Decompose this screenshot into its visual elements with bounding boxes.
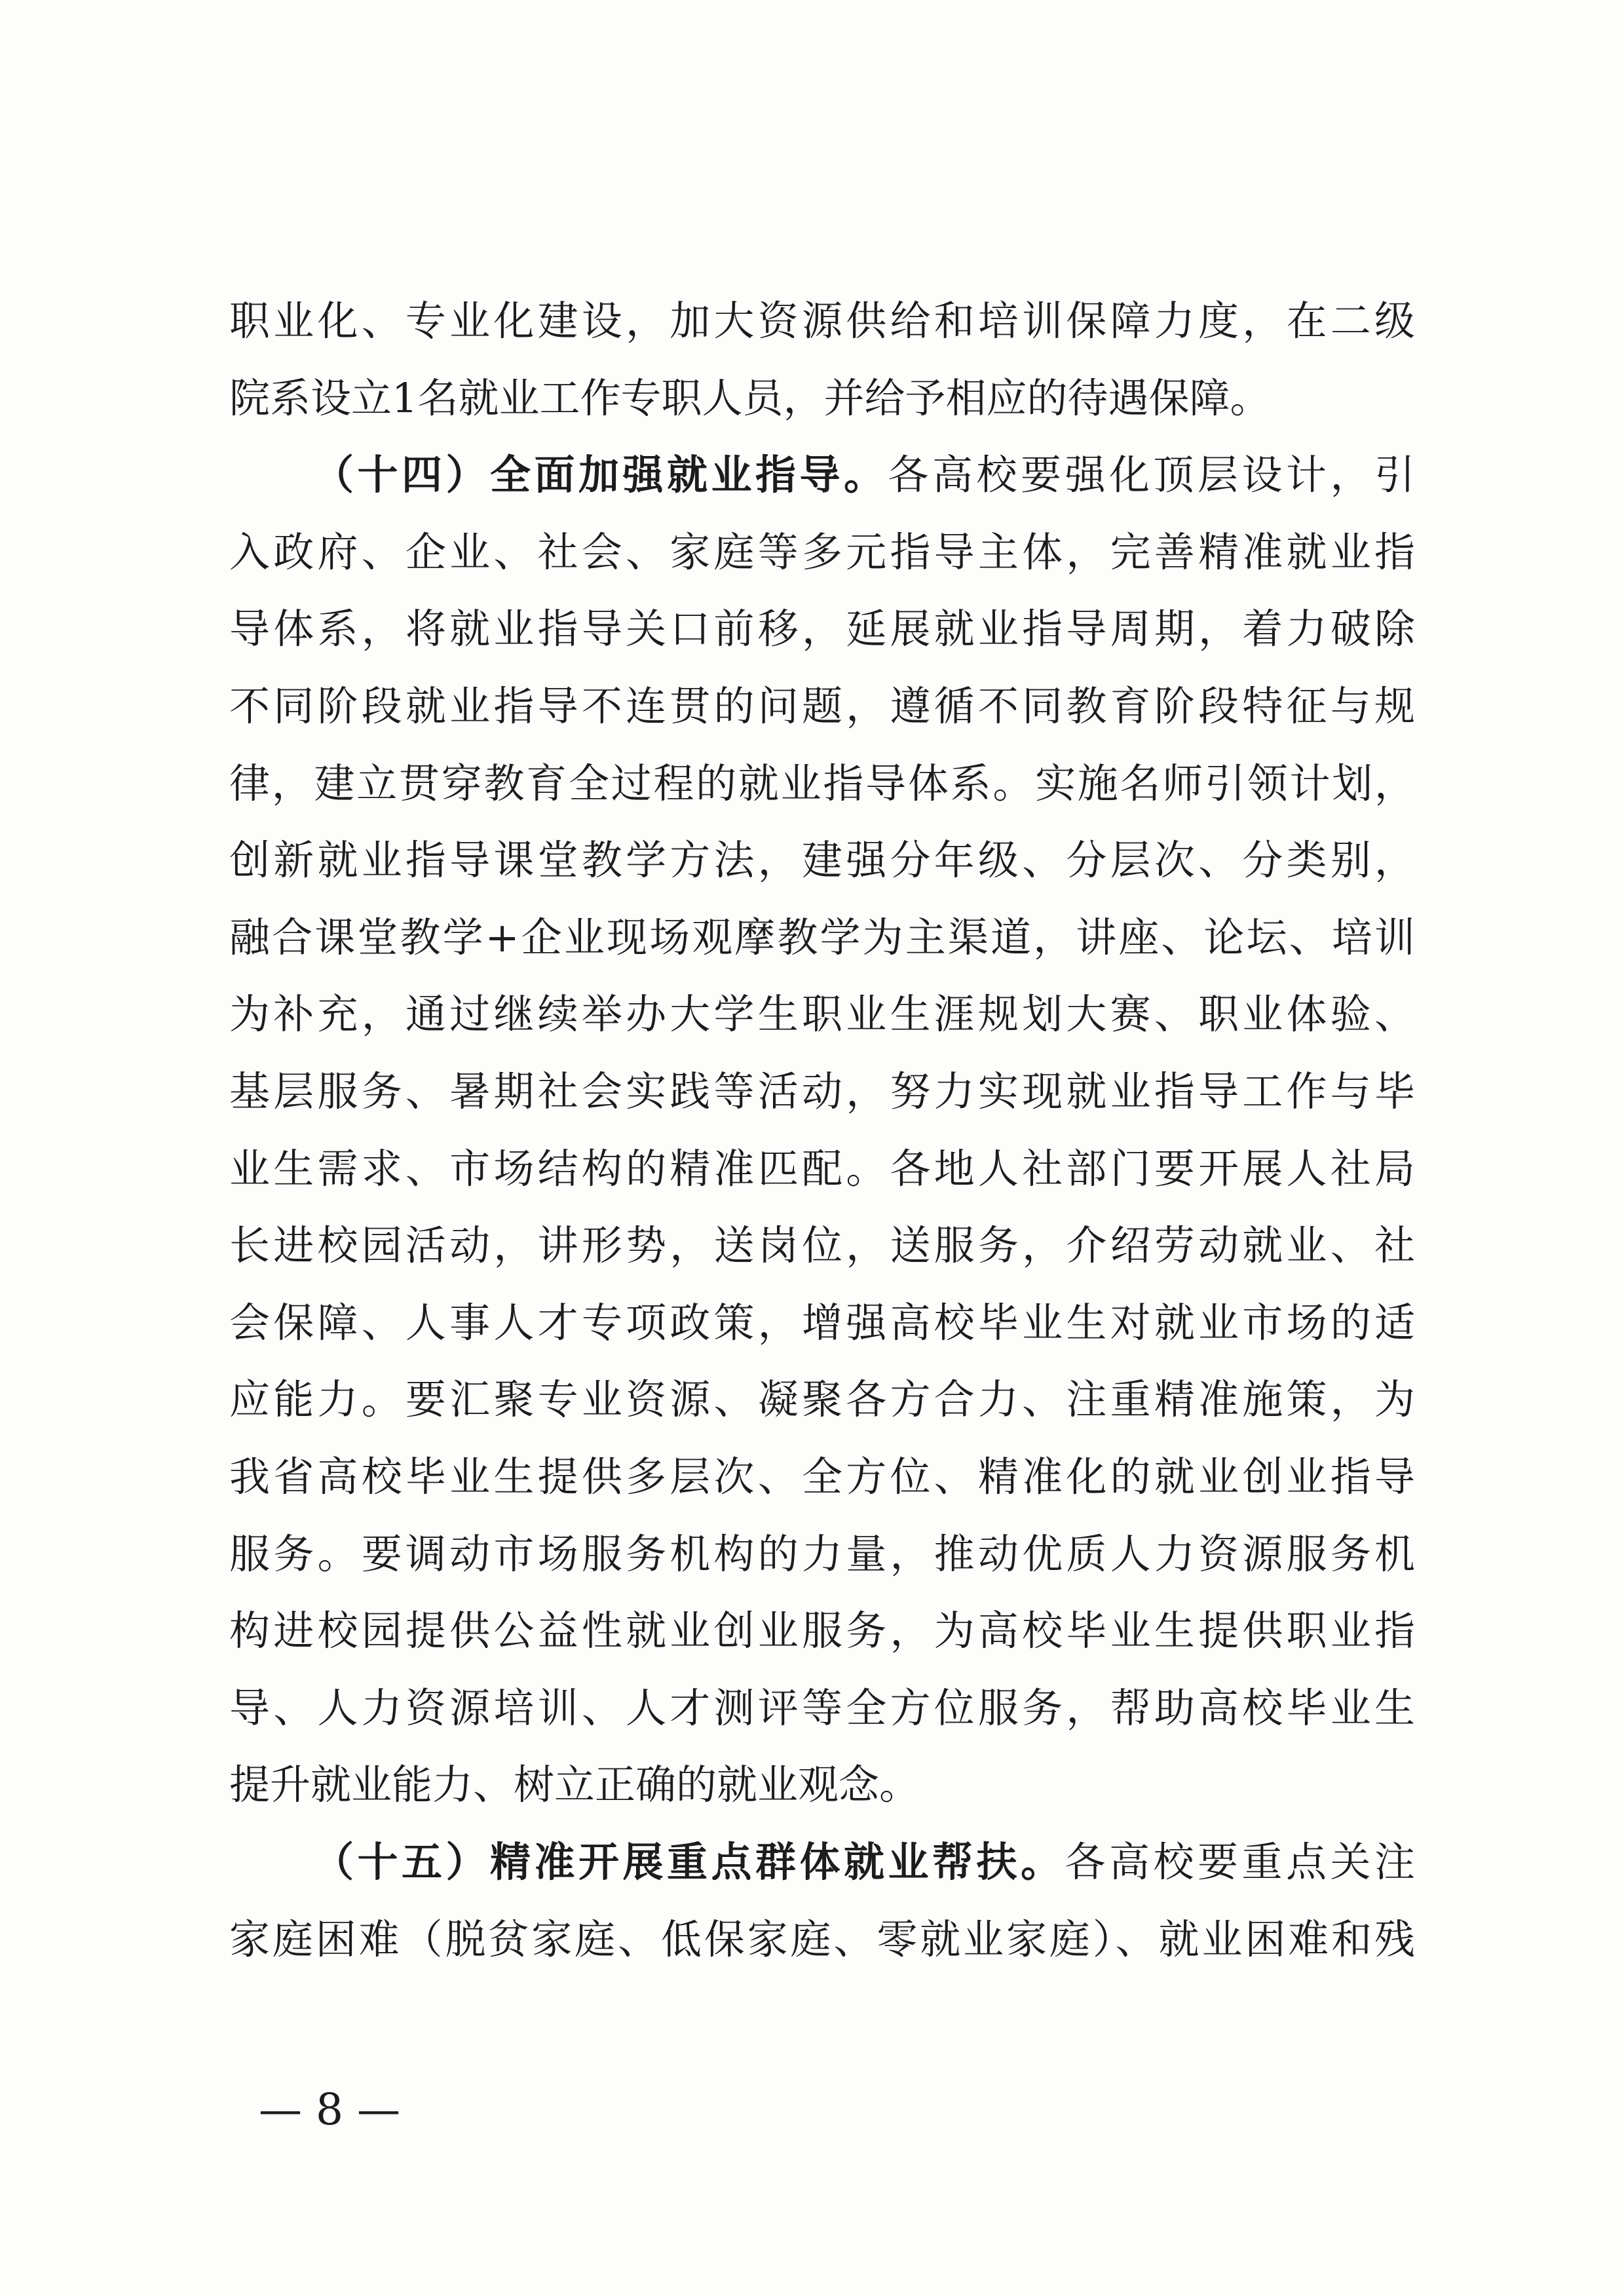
line-text: 各高校要重点关注 [1065, 1838, 1415, 1886]
text-line [229, 1746, 1415, 1824]
text-line [229, 513, 1415, 592]
line-text: 不同阶段就业指导不连贯的问题，遵循不同教育阶段特征与规 [229, 682, 1415, 730]
text-line [229, 667, 1415, 746]
line-text: 导体系，将就业指导关口前移，延展就业指导周期，着力破除 [229, 605, 1415, 653]
line-text: 家庭困难（脱贫家庭、低保家庭、零就业家庭）、就业困难和残 [229, 1915, 1415, 1963]
line-text: 构进校园提供公益性就业创业服务，为高校毕业生提供职业指 [229, 1607, 1415, 1655]
text-line [229, 898, 1415, 977]
text-line [229, 282, 1415, 360]
text-line [229, 1130, 1415, 1208]
text-line [229, 359, 1415, 438]
line-text: 应能力。要汇聚专业资源、凝聚各方合力、注重精准施策，为 [229, 1375, 1415, 1424]
text-line [229, 975, 1415, 1054]
line-text: 职业化、专业化建设，加大资源供给和培训保障力度，在二级 [229, 297, 1415, 345]
line-text: 我省高校毕业生提供多层次、全方位、精准化的就业创业指导 [229, 1453, 1415, 1501]
text-line [313, 1823, 1415, 1902]
line-text: 服务。要调动市场服务机构的力量，推动优质人力资源服务机 [229, 1529, 1415, 1578]
line-text: 提升就业能力、树立正确的就业观念。 [229, 1761, 920, 1809]
text-line [229, 1206, 1415, 1285]
line-text: 业生需求、市场结构的精准匹配。各地人社部门要开展人社局 [229, 1144, 1415, 1193]
text-line [229, 1284, 1415, 1362]
text-line [229, 1592, 1415, 1670]
line-text: 律，建立贯穿教育全过程的就业指导体系。实施名师引领计划， [229, 759, 1415, 807]
line-text: 长进校园活动，讲形势，送岗位，送服务，介绍劳动就业、社 [229, 1221, 1415, 1270]
text-line [229, 1052, 1415, 1131]
text-line [229, 590, 1415, 668]
text-line [229, 1669, 1415, 1748]
line-text: 为补充，通过继续举办大学生职业生涯规划大赛、职业体验、 [229, 990, 1415, 1039]
line-text: 入政府、企业、社会、家庭等多元指导主体，完善精准就业指 [229, 527, 1415, 576]
line-text: 创新就业指导课堂教学方法，建强分年级、分层次、分类别， [229, 836, 1415, 885]
line-text: 基层服务、暑期社会实践等活动，努力实现就业指导工作与毕 [229, 1067, 1415, 1115]
page-number: — 8 — [259, 2084, 400, 2135]
section-heading: （十五）精准开展重点群体就业帮扶。 [313, 1838, 1065, 1886]
text-line [229, 1900, 1415, 1979]
text-line [229, 744, 1415, 823]
line-text: 会保障、人事人才专项政策，增强高校毕业生对就业市场的适 [229, 1298, 1415, 1347]
text-line [229, 1515, 1415, 1594]
line-text: 融合课堂教学+企业现场观摩教学为主渠道，讲座、论坛、培训 [229, 913, 1415, 961]
line-text: 导、人力资源培训、人才测评等全方位服务，帮助高校毕业生 [229, 1683, 1415, 1732]
line-text: 各高校要强化顶层设计，引 [888, 451, 1415, 499]
text-line [229, 821, 1415, 900]
text-line [229, 1438, 1415, 1516]
section-heading: （十四）全面加强就业指导。 [313, 451, 888, 499]
line-text: 院系设立1名就业工作专职人员，并给予相应的待遇保障。 [229, 373, 1271, 422]
text-line [229, 1360, 1415, 1439]
text-line [313, 436, 1415, 514]
